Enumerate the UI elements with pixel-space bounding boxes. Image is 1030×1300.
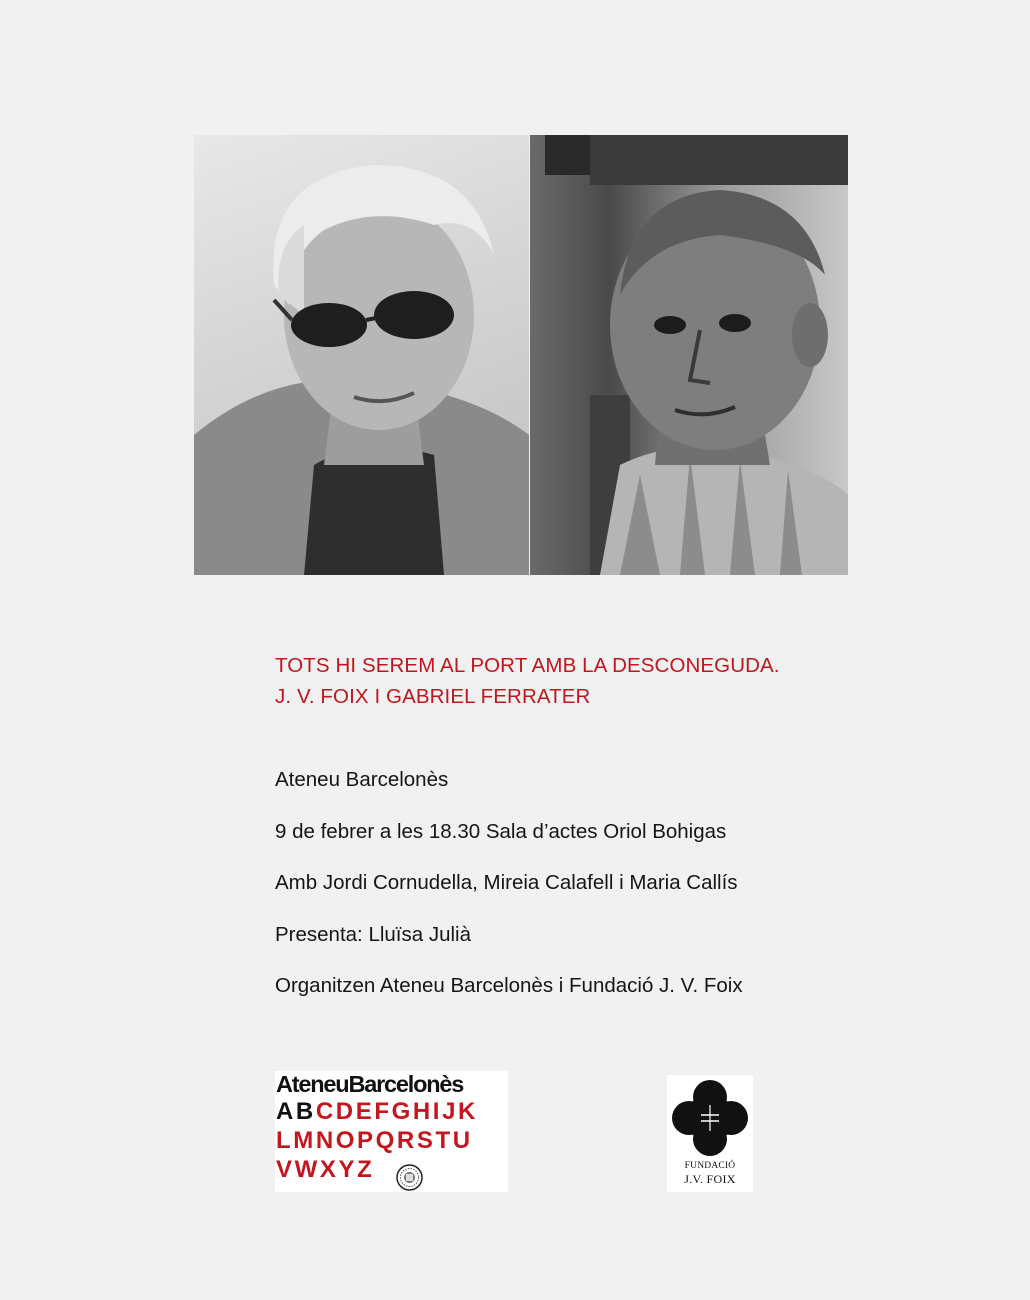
organizers-text: Organitzen Ateneu Barcelonès i Fundació J. V. Foix bbox=[275, 974, 743, 997]
ateneu-barcelones-logo bbox=[275, 1071, 508, 1192]
fundacio-jv-foix-logo bbox=[667, 1075, 753, 1192]
event-title-line-1: TOTS HI SEREM AL PORT AMB LA DESCONEGUDA. bbox=[275, 654, 780, 677]
portrait-jv-foix bbox=[530, 135, 848, 575]
ateneu-logo-row1-black: AB bbox=[276, 1098, 316, 1125]
portrait-right-illustration bbox=[530, 135, 848, 575]
event-title bbox=[275, 650, 915, 712]
venue-text: Ateneu Barcelonès bbox=[275, 768, 449, 791]
ateneu-logo-alphabet-row-3: VWXYZ bbox=[276, 1156, 375, 1183]
ateneu-logo-alphabet-row-2: LMNOPQRSTU bbox=[276, 1127, 473, 1154]
presenter-text: Presenta: Lluïsa Julià bbox=[275, 922, 472, 946]
ateneu-logo-row1-red: CDEFGHIJK bbox=[315, 1098, 478, 1125]
foix-quatrefoil-icon bbox=[671, 1079, 749, 1157]
foix-logo-line-1: FUNDACIÓ bbox=[684, 1161, 736, 1171]
foix-logo-line-2: J.V. FOIX bbox=[684, 1172, 736, 1186]
ateneu-seal-icon bbox=[396, 1164, 423, 1191]
ateneu-logo-alphabet-row-1 bbox=[276, 1098, 478, 1126]
participants-text: Amb Jordi Cornudella, Mireia Calafell i Maria Callís bbox=[275, 871, 738, 894]
portrait-left-illustration bbox=[194, 135, 529, 575]
event-title-line-2: J. V. FOIX I GABRIEL FERRATER bbox=[275, 685, 591, 708]
portrait-gabriel-ferrater bbox=[194, 135, 529, 575]
ateneu-logo-name: AteneuBarcelonès bbox=[276, 1071, 464, 1097]
date-time-text: 9 de febrer a les 18.30 Sala d’actes Oriol Bohigas bbox=[275, 819, 727, 843]
photo-pair bbox=[194, 135, 848, 575]
event-details bbox=[275, 767, 915, 1025]
